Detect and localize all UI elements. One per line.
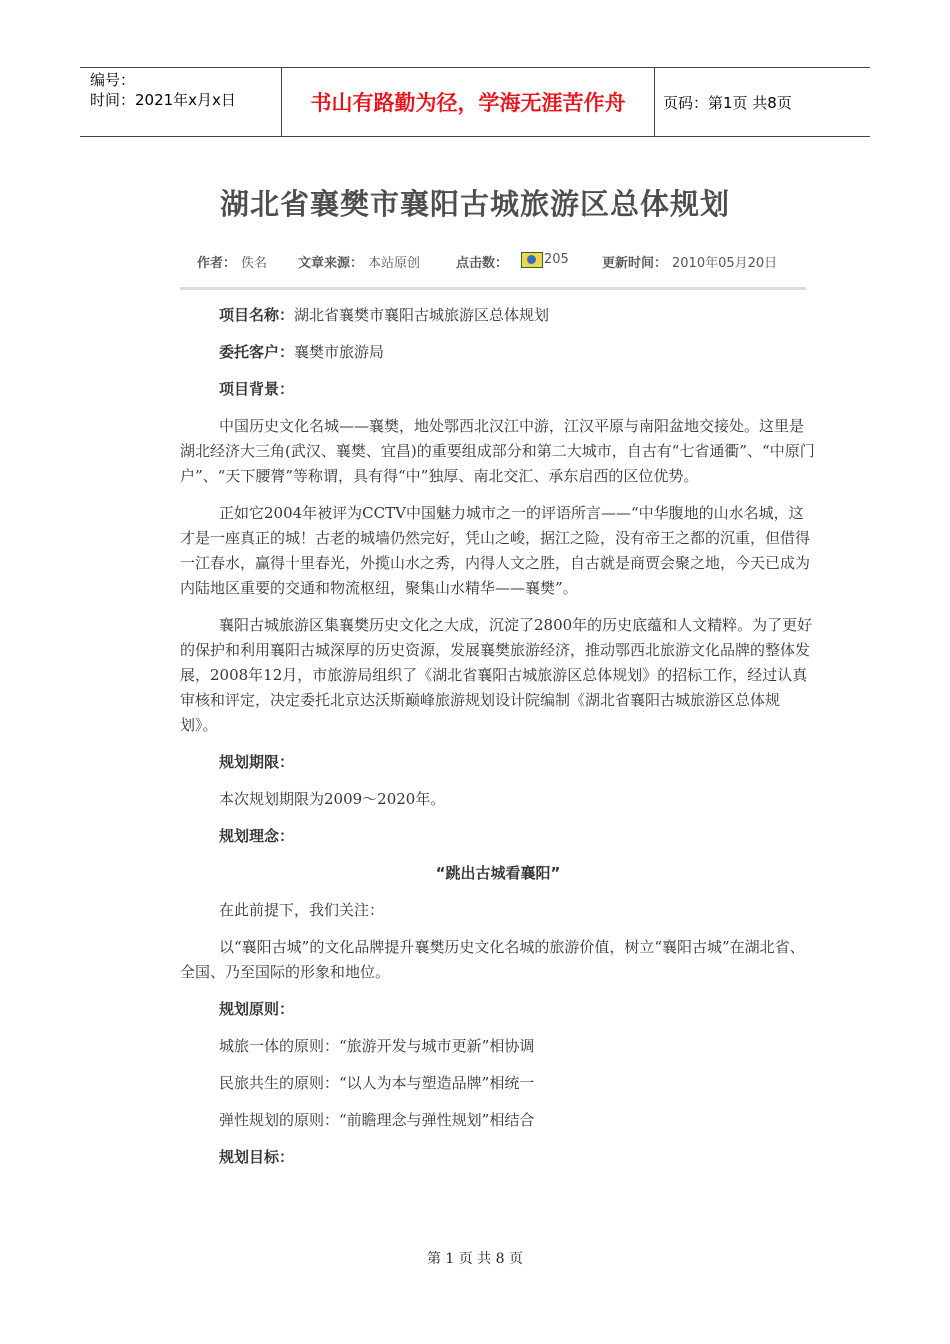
article-body (180, 303, 816, 1170)
concept-label: 规划理念： (219, 827, 295, 845)
concept-slogan: “跳出古城看襄阳” (435, 864, 561, 882)
client-line (180, 340, 816, 365)
article-title: 湖北省襄樊市襄阳古城旅游区总体规划 (219, 187, 730, 221)
background-label: 项目背景： (219, 380, 295, 398)
background-paragraph-3: 襄阳古城旅游区集襄樊历史文化之大成，沉淀了2800年的历史底蕴和人文精粹。为了更好的保护和利用襄阳古城深厚的历史资源，发展襄樊旅游经济，推动鄂西北旅游文化品牌的整体发展，2008年12月，市旅游局组织了《湖北省襄阳古城旅游区总体规划》的招标工作，经过认真审核和评定，决定委托北京达沃斯巅峰旅游规划设计院编制《湖北省襄阳古城旅游区总体规划》。 (180, 616, 813, 734)
date-line: 时间：2021年x月x日 (90, 91, 236, 109)
premise-text: 在此前提下，我们关注： (219, 901, 385, 919)
hits-icon (521, 252, 543, 268)
client-label: 委托客户： (219, 343, 295, 361)
hits-count: 205 (544, 252, 569, 267)
source: 本站原创 (368, 256, 421, 271)
updated-date: 2010年05月20日 (672, 256, 778, 271)
project-name: 湖北省襄樊市襄阳古城旅游区总体规划 (294, 306, 550, 324)
principle-1: 城旅一体的原则：“旅游开发与城市更新”相协调 (219, 1037, 535, 1055)
background-paragraph-2: 正如它2004年被评为CCTV中国魅力城市之一的评语所言——“中华腹地的山水名城，这才是一座真正的城！古老的城墙仍然完好，凭山之峻，据江之险，没有帝王之都的沉重，但借得一江春水，赢得十里春光，外揽山水之秀，内得人文之胜，自古就是商贾会聚之地，今天已成为内陆地区重要的交通和物流枢纽，聚集山水精华——襄樊”。 (180, 504, 811, 597)
header-left-cell (80, 68, 281, 136)
divider (180, 287, 806, 290)
motto: 书山有路勤为径，学海无涯苦作舟 (281, 68, 655, 136)
period-label: 规划期限： (219, 753, 295, 771)
principles-label: 规划原则： (219, 1000, 295, 1018)
number-label: 编号： (90, 71, 136, 89)
project-name-label: 项目名称： (219, 306, 295, 324)
page-info: 页码：第1页 共8页 (663, 93, 792, 112)
focus-text: 以“襄阳古城”的文化品牌提升襄樊历史文化名城的旅游价值，树立“襄阳古城”在湖北省、全国、乃至国际的形象和地位。 (180, 938, 805, 981)
author: 佚名 (241, 256, 268, 271)
author-label: 作者： (197, 256, 237, 271)
principle-3: 弹性规划的原则：“前瞻理念与弹性规划”相结合 (219, 1111, 535, 1129)
hits-label: 点击数： (456, 256, 509, 271)
updated-label: 更新时间： (602, 256, 668, 271)
background-paragraph-1: 中国历史文化名城——襄樊，地处鄂西北汉江中游，江汉平原与南阳盆地交接处。这里是湖北经济大三角(武汉、襄樊、宜昌)的重要组成部分和第二大城市，自古有“七省通衢”、“中原门户”、“天下腰膂”等称谓，具有得“中”独厚、南北交汇、承东启西的区位优势。 (180, 417, 815, 485)
client: 襄樊市旅游局 (294, 343, 385, 361)
header-table (80, 67, 870, 137)
project-name-line (180, 303, 816, 328)
goals-label: 规划目标： (219, 1148, 295, 1166)
page-footer: 第 1 页 共 8 页 (426, 1251, 524, 1267)
source-label: 文章来源： (298, 256, 364, 271)
principle-2: 民旅共生的原则：“以人为本与塑造品牌”相统一 (219, 1074, 535, 1092)
period-text: 本次规划期限为2009～2020年。 (219, 790, 446, 808)
